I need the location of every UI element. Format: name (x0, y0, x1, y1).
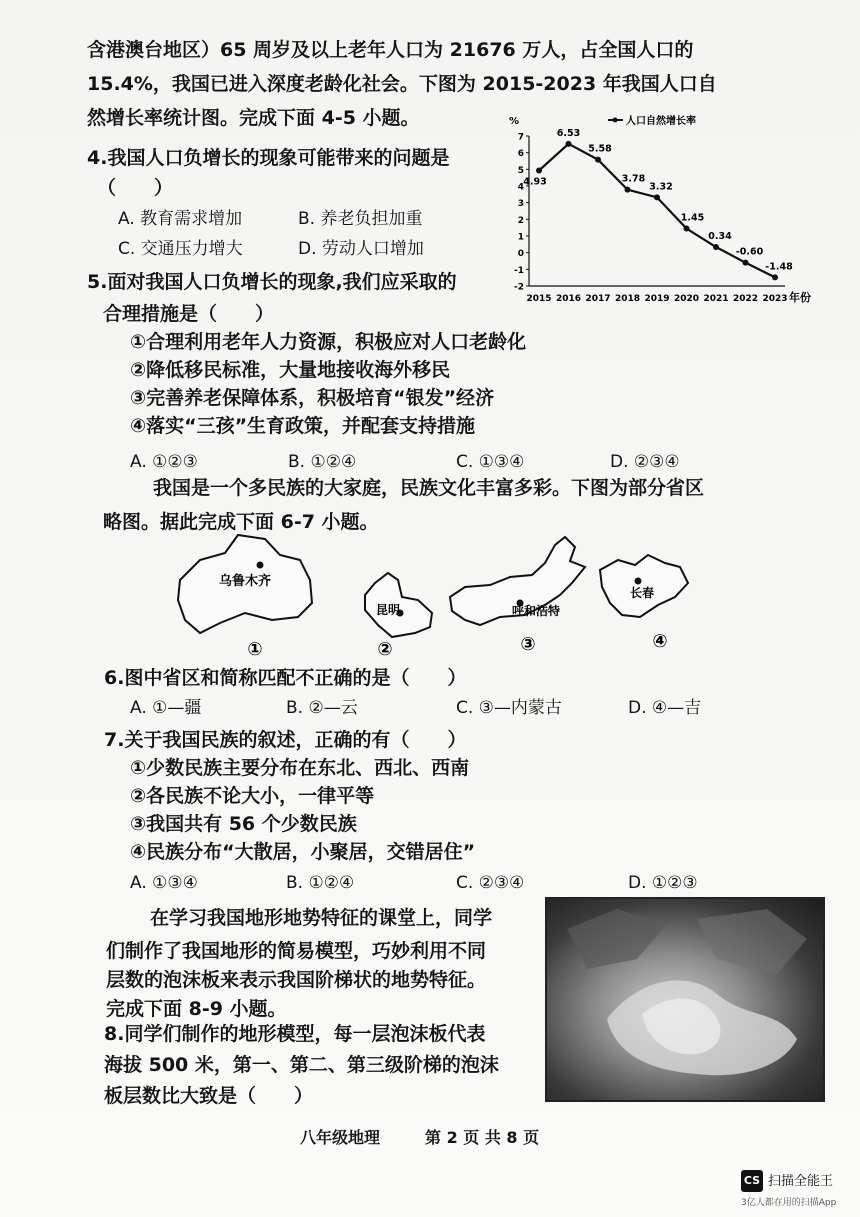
map-number-2: ② (377, 639, 393, 660)
terrain-model-photo-detail (547, 899, 823, 1100)
intro2-line-2: 略图。据此完成下面 6-7 小题。 (103, 511, 379, 533)
y-tick-label: 0 (517, 249, 524, 260)
map-label-changchun: 长春 (629, 586, 655, 600)
camscanner-logo-icon: CS (741, 1170, 763, 1192)
intro-line-3: 然增长率统计图。完成下面 4-5 小题。 (87, 107, 420, 129)
chart-ylabel: % (509, 116, 520, 127)
map-yunnan (365, 573, 432, 660)
q8-line-2: 海拔 500 米，第一、第二、第三级阶梯的泡沫 (104, 1054, 499, 1076)
x-tick-label: 2015 (526, 294, 552, 304)
watermark-app-name: 扫描全能王 (768, 1174, 834, 1189)
province-maps (160, 525, 710, 660)
q5-option-b: B. ①②④ (288, 452, 357, 472)
q5-item-3: ③完善养老保障体系，积极培育“银发”经济 (130, 387, 495, 409)
q6-option-c: C. ③—内蒙古 (456, 698, 562, 718)
map-inner-mongolia (450, 537, 585, 655)
map-number-3: ③ (520, 634, 536, 655)
chart-legend-label: 人口自然增长率 (626, 116, 696, 127)
y-tick-label: -2 (514, 282, 524, 293)
intro-line-1: 含港澳台地区）65 周岁及以上老年人口为 21676 万人，占全国人口的 (87, 39, 694, 61)
q5-stem-1: 5.面对我国人口负增长的现象,我们应采取的 (87, 271, 457, 293)
map-jilin (600, 555, 688, 652)
data-point (743, 260, 749, 266)
x-tick-label: 2022 (732, 294, 759, 304)
data-label: -1.48 (765, 261, 793, 273)
intro2-line-1: 我国是一个多民族的大家庭，民族文化丰富多彩。下图为部分省区 (153, 477, 705, 499)
intro3-line-3: 层数的泡沫板来表示我国阶梯状的地势特征。 (106, 969, 487, 991)
x-tick-label: 2017 (585, 294, 611, 304)
y-tick-label: 3 (517, 199, 524, 210)
q5-stem-2: 合理措施是（ ） (103, 303, 275, 325)
q7-option-a: A. ①③④ (130, 873, 198, 893)
data-label: 3.32 (649, 181, 673, 193)
q7-item-1: ①少数民族主要分布在东北、西北、西南 (130, 757, 470, 779)
x-tick-label: 2023 (762, 294, 788, 304)
y-tick-label: 4 (517, 182, 524, 193)
q4-option-c: C. 交通压力增大 (118, 239, 243, 259)
q7-item-3: ③我国共有 56 个少数民族 (130, 813, 357, 835)
q4-blank: （ ） (97, 177, 174, 199)
q6-stem: 6.图中省区和简称匹配不正确的是（ ） (104, 667, 467, 689)
y-tick-label: 5 (517, 165, 524, 176)
data-point (772, 274, 778, 280)
watermark-tagline: 3亿人都在用的扫描App (741, 1198, 837, 1208)
q5-item-2: ②降低移民标准，大量地接收海外移民 (130, 359, 451, 381)
q8-line-1: 8.同学们制作的地形模型，每一层泡沫板代表 (104, 1023, 486, 1045)
q4-stem: 4.我国人口负增长的现象可能带来的问题是 (87, 147, 450, 169)
data-label: 0.34 (708, 231, 732, 242)
q6-option-d: D. ④—吉 (628, 698, 702, 718)
intro3-line-2: 们制作了我国地形的简易模型，巧妙利用不同 (106, 940, 487, 962)
q5-item-1: ①合理利用老年人力资源，积极应对人口老龄化 (130, 331, 527, 353)
q8-line-3: 板层数比大致是（ ） (104, 1085, 314, 1107)
intro3-line-4: 完成下面 8-9 小题。 (106, 998, 287, 1020)
q4-option-a: A. 教育需求增加 (118, 209, 243, 229)
map-label-urumqi: 乌鲁木齐 (218, 574, 272, 589)
y-tick-label: 2 (517, 215, 524, 226)
footer-page-number: 第 2 页 共 8 页 (425, 1128, 540, 1147)
q5-item-4: ④落实“三孩”生育政策，并配套支持措施 (130, 415, 476, 437)
q7-option-c: C. ②③④ (456, 873, 525, 893)
x-tick-label: 2020 (673, 294, 700, 304)
legend-marker (613, 118, 618, 123)
data-point (566, 141, 572, 147)
q7-item-4: ④民族分布“大散居，小聚居，交错居住” (130, 841, 476, 863)
q7-option-d: D. ①②③ (628, 873, 698, 893)
data-label: -0.60 (735, 246, 764, 258)
map-number-1: ① (247, 639, 263, 660)
intro-line-2: 15.4%，我国已进入深度老龄化社会。下图为 2015-2023 年我国人口自 (87, 73, 717, 95)
q7-item-2: ②各民族不论大小，一律平等 (130, 785, 375, 807)
y-tick-label: 6 (517, 149, 524, 160)
y-tick-label: 7 (517, 132, 524, 143)
intro3-line-1: 在学习我国地形地势特征的课堂上，同学 (150, 907, 493, 929)
q7-stem: 7.关于我国民族的叙述，正确的有（ ） (104, 729, 467, 751)
data-point (625, 187, 631, 193)
x-tick-label: 2018 (614, 294, 641, 304)
data-label: 6.53 (556, 127, 581, 139)
q6-option-a: A. ①—疆 (130, 698, 202, 718)
data-label: 5.58 (588, 143, 612, 155)
x-tick-label: 2019 (644, 294, 670, 304)
terrain-model-photo (545, 897, 825, 1102)
q7-option-b: B. ①②④ (286, 873, 355, 893)
q5-option-d: D. ②③④ (610, 452, 680, 472)
data-label: 3.78 (621, 173, 646, 185)
q5-option-a: A. ①②③ (130, 452, 198, 472)
q5-option-c: C. ①③④ (456, 452, 525, 472)
map-label-kunming: 昆明 (375, 603, 401, 617)
y-tick-label: -1 (514, 265, 524, 276)
data-label: 4.93 (523, 176, 547, 188)
q4-option-d: D. 劳动人口增加 (298, 239, 424, 259)
data-point (684, 226, 690, 232)
data-label: 1.45 (680, 212, 705, 224)
data-point (595, 157, 601, 163)
x-tick-label: 2016 (555, 294, 582, 304)
x-tick-label: 2021 (703, 294, 729, 304)
map-label-hohhot: 呼和浩特 (511, 604, 561, 618)
data-point (654, 194, 660, 200)
q6-option-b: B. ②—云 (286, 698, 358, 718)
footer-subject: 八年级地理 (300, 1128, 381, 1147)
y-tick-label: 1 (517, 232, 524, 243)
q4-option-b: B. 养老负担加重 (298, 209, 423, 229)
chart-xlabel: 年份 (789, 291, 811, 304)
data-point (713, 244, 719, 250)
map-number-4: ④ (652, 631, 668, 652)
population-growth-chart (505, 112, 835, 312)
map-xinjiang (178, 535, 312, 660)
data-point (536, 168, 542, 174)
